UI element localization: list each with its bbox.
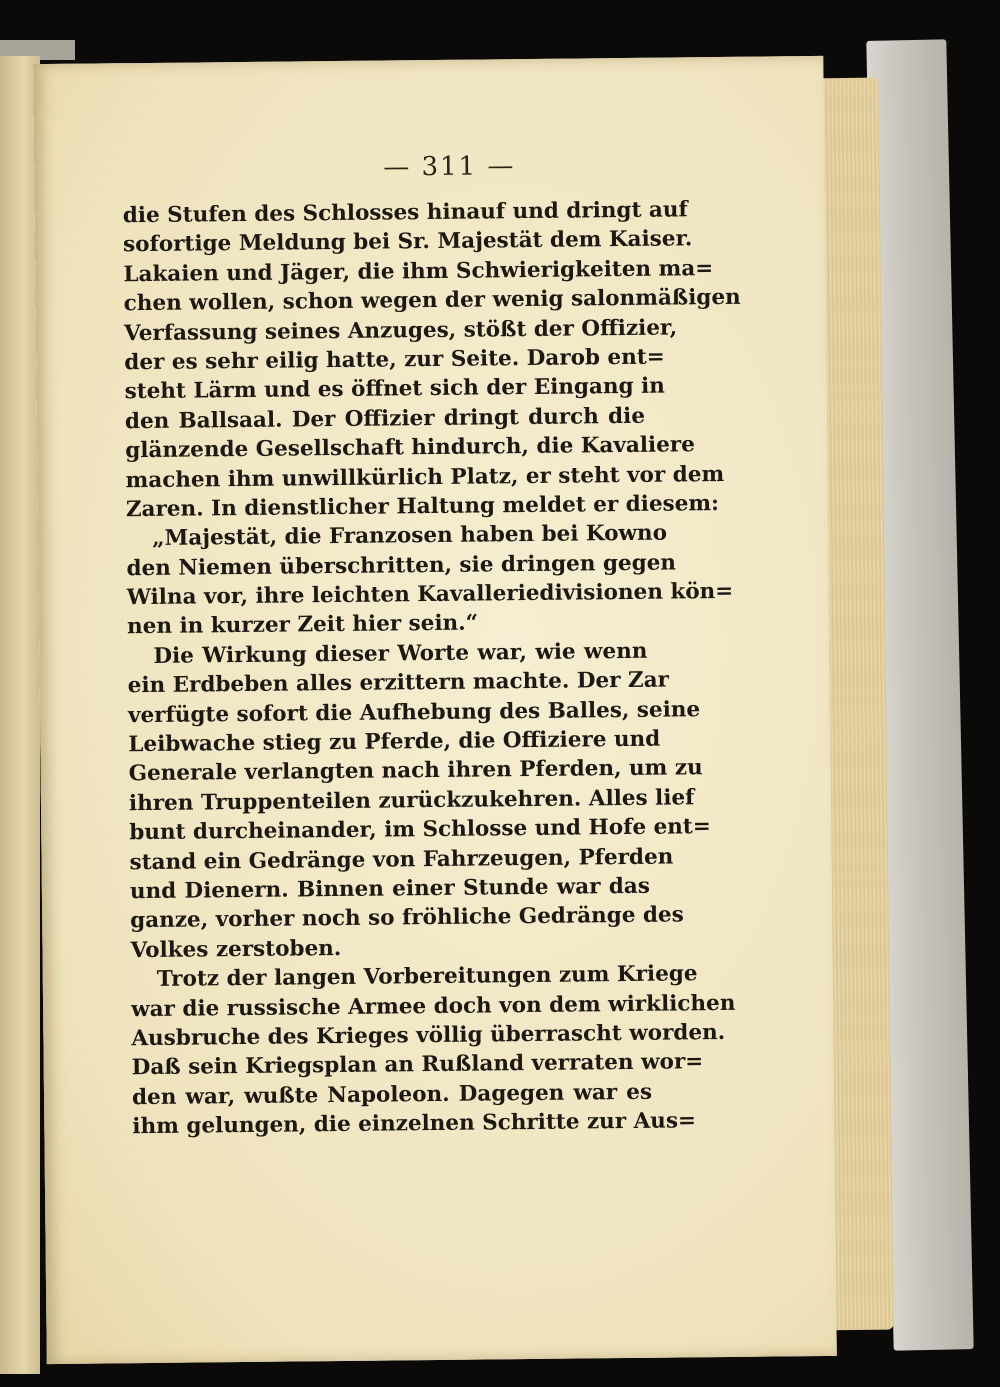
text-line: sofortige Meldung bei Sr. Majestät dem Kaiser. bbox=[122, 226, 693, 258]
text-line: ganze, vorher noch so fröhliche Gedränge des bbox=[130, 902, 684, 934]
text-line: Die Wirkung dieser Worte war, wie wenn bbox=[153, 638, 648, 669]
text-line: verfügte sofort die Aufhebung des Balles, seine bbox=[127, 696, 701, 728]
text-line: ihren Truppenteilen zurückzukehren. Alles lief bbox=[128, 785, 695, 817]
text-line: die Stufen des Schlosses hinauf und dringt auf bbox=[122, 197, 688, 229]
text-line: Lakaien und Jäger, die ihm Schwierigkeiten ma= bbox=[123, 255, 714, 288]
text-line: bunt durcheinander, im Schlosse und Hofe ent= bbox=[129, 814, 711, 846]
page-number: — 311 — bbox=[383, 151, 516, 183]
text-line: Generale verlangten nach ihren Pferden, um zu bbox=[128, 755, 703, 787]
body-text bbox=[122, 196, 741, 1142]
text-line: Zaren. In dienstlicher Haltung meldet er diesem: bbox=[125, 490, 720, 523]
text-line: Trotz der langen Vorbereitungen zum Kriege bbox=[156, 961, 698, 993]
text-line: den war, wußte Napoleon. Dagegen war es bbox=[131, 1079, 653, 1110]
text-line: der es sehr eilig hatte, zur Seite. Darob ent= bbox=[124, 344, 665, 376]
text-line: ihm gelungen, die einzelnen Schritte zur Aus= bbox=[132, 1108, 697, 1140]
text-line: „Majestät, die Franzosen haben bei Kowno bbox=[152, 520, 668, 552]
text-line: Wilna vor, ihre leichten Kavalleriedivisionen kön= bbox=[126, 578, 734, 611]
text-line: war die russische Armee doch von dem wirklichen bbox=[130, 990, 736, 1022]
text-line: Verfassung seines Anzuges, stößt der Offizier, bbox=[123, 315, 678, 346]
text-line: glänzende Gesellschaft hindurch, die Kavaliere bbox=[125, 432, 695, 464]
text-line: stand ein Gedränge von Fahrzeugen, Pferden bbox=[129, 844, 674, 875]
book-page bbox=[33, 56, 837, 1364]
text-line: steht Lärm und es öffnet sich der Eingang in bbox=[124, 373, 666, 405]
text-line: Daß sein Kriegsplan an Rußland verraten wor= bbox=[131, 1049, 704, 1081]
text-line: ein Erdbeben alles erzittern machte. Der Zar bbox=[127, 667, 670, 699]
previous-page-edge bbox=[0, 56, 40, 1374]
text-line: machen ihm unwillkürlich Platz, er steht vor dem bbox=[125, 461, 725, 493]
text-line: und Dienern. Binnen einer Stunde war das bbox=[129, 873, 650, 905]
text-line: chen wollen, schon wegen der wenig salonmäßigen bbox=[123, 284, 741, 317]
text-line: Volkes zerstoben. bbox=[130, 935, 342, 963]
text-line: Ausbruche des Krieges völlig überrascht worden. bbox=[131, 1019, 726, 1052]
text-line: den Ballsaal. Der Offizier dringt durch die bbox=[124, 403, 646, 434]
text-line: nen in kurzer Zeit hier sein.“ bbox=[126, 611, 479, 640]
text-line: Leibwache stieg zu Pferde, die Offiziere und bbox=[128, 726, 661, 758]
text-line: den Niemen überschritten, sie dringen gegen bbox=[126, 550, 677, 581]
